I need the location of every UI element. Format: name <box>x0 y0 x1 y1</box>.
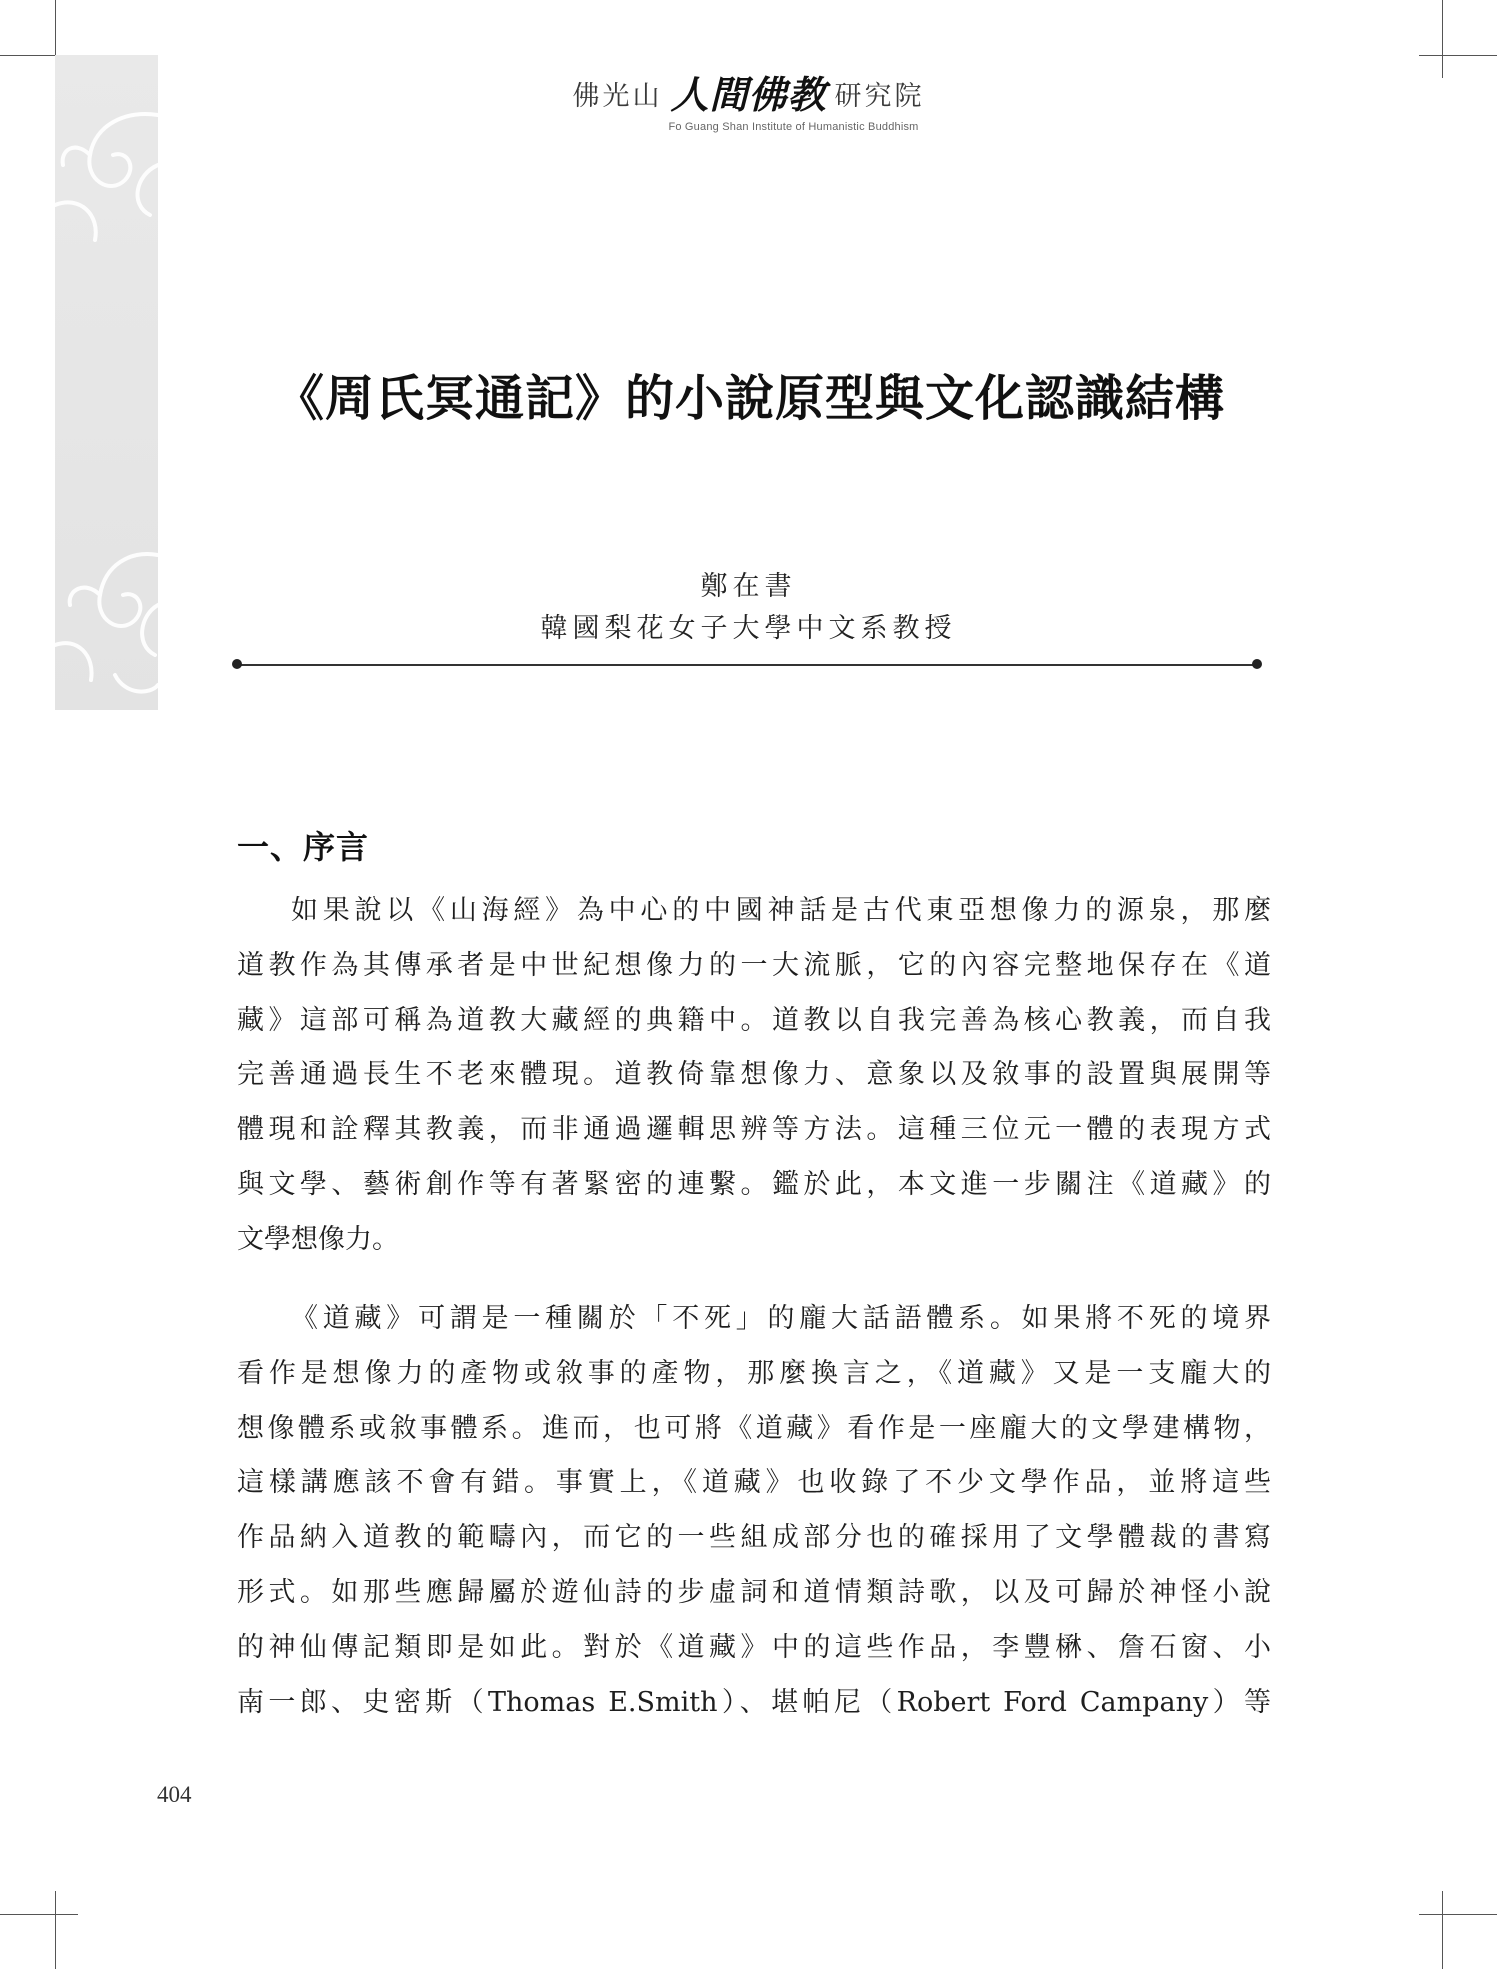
paragraph <box>237 1292 1271 1730</box>
crop-mark <box>0 1914 78 1915</box>
text-line: 道教作為其傳承者是中世紀想像力的一大流脈，它的內容完整地保存在《道 <box>237 949 1271 981</box>
header-prefix: 佛光山 <box>572 81 663 112</box>
text-line: 與文學、藝術創作等有著緊密的連繫。鑑於此，本文進一步關注《道藏》的 <box>237 1168 1271 1200</box>
text-line: 南一郎、史密斯（Thomas E.Smith）、堪帕尼（Robert Ford Campany）等 <box>237 1686 1271 1718</box>
text-line: 體現和詮釋其教義，而非通過邏輯思辨等方法。這種三位元一體的表現方式 <box>237 1114 1271 1146</box>
author-affiliation: 韓國梨花女子大學中文系教授 <box>540 613 957 644</box>
header-suffix: 研究院 <box>834 81 925 112</box>
paragraph <box>237 884 1271 1268</box>
divider-dot <box>232 659 242 669</box>
crop-mark <box>55 1891 56 1969</box>
author-name: 鄭在書 <box>700 571 797 602</box>
text-line: 作品納入道教的範疇內，而它的一些組成部分也的確採用了文學體裁的書寫 <box>237 1522 1271 1554</box>
text-line: 完善通過長生不老來體現。道教倚靠想像力、意象以及敘事的設置與展開等 <box>237 1059 1271 1091</box>
text-line: 想像體系或敘事體系。進而，也可將《道藏》看作是一座龐大的文學建構物， <box>237 1412 1271 1444</box>
text-line: 《道藏》可謂是一種關於「不死」的龐大話語體系。如果將不死的境界 <box>291 1303 1271 1334</box>
text-line: 的神仙傳記類即是如此。對於《道藏》中的這些作品，李豐楙、詹石窗、小 <box>237 1631 1271 1663</box>
crop-mark <box>1442 1891 1443 1969</box>
title-divider <box>237 664 1257 666</box>
text-line: 文學想像力。 <box>237 1223 399 1255</box>
text-line: 看作是想像力的產物或敘事的產物，那麼換言之，《道藏》又是一支龐大的 <box>237 1357 1271 1389</box>
institute-english-name: Fo Guang Shan Institute of Humanistic Buddhism <box>668 121 919 133</box>
institute-name <box>0 64 1497 119</box>
crop-mark <box>1419 1914 1497 1915</box>
institute-header <box>0 64 1497 133</box>
crop-mark <box>1419 55 1497 56</box>
section-heading: 一、序言 <box>237 828 370 866</box>
text-line: 這樣講應該不會有錯。事實上，《道藏》也收錄了不少文學作品，並將這些 <box>237 1467 1271 1499</box>
page-number: 404 <box>157 1782 192 1807</box>
text-line: 形式。如那些應歸屬於遊仙詩的步虛詞和道情類詩歌，以及可歸於神怪小說 <box>237 1576 1271 1608</box>
article-title: 《周氏冥通記》的小說原型與文化認識結構 <box>274 369 1225 427</box>
author-block <box>0 566 1497 650</box>
header-brand: 人間佛教 <box>670 72 827 117</box>
text-line: 藏》這部可稱為道教大藏經的典籍中。道教以自我完善為核心教義，而自我 <box>237 1004 1271 1036</box>
divider-dot <box>1252 659 1262 669</box>
text-line: 如果說以《山海經》為中心的中國神話是古代東亞想像力的源泉，那麼 <box>291 895 1271 926</box>
